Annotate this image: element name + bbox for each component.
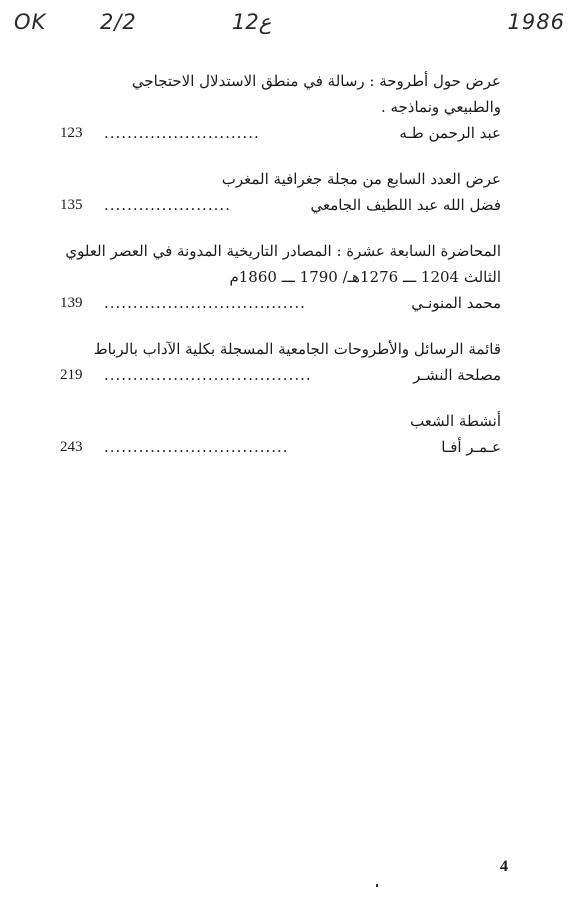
entry-author-line bbox=[60, 290, 501, 316]
entry-author-line bbox=[60, 362, 501, 388]
dot-leader: ........................... bbox=[104, 124, 260, 142]
entry-title-line: المحاضرة السابعة عشرة : المصادر التاريخية المدونة في العصر العلوي bbox=[65, 242, 501, 260]
table-of-contents bbox=[60, 68, 501, 480]
toc-entry bbox=[60, 408, 501, 460]
entry-author: عـمـر أفـا bbox=[437, 434, 501, 460]
entry-author-line bbox=[60, 192, 501, 218]
dot-leader: ...................... bbox=[104, 196, 231, 214]
toc-entry bbox=[60, 336, 501, 388]
handwritten-note-number: 2/2 bbox=[100, 10, 137, 34]
entry-author: عبد الرحمن طـه bbox=[395, 120, 501, 146]
page-number: 243 bbox=[60, 439, 83, 455]
dot-leader: ................................... bbox=[104, 294, 306, 312]
entry-title-line: الثالث 1204 ـــ 1276هـ/ 1790 ـــ 1860م bbox=[229, 268, 501, 286]
entry-author-line bbox=[60, 120, 501, 146]
dot-leader: .................................... bbox=[104, 366, 312, 384]
handwritten-note-year: 1986 bbox=[507, 10, 565, 34]
entry-title-line: أنشطة الشعب bbox=[410, 412, 501, 430]
scan-speck bbox=[376, 884, 378, 887]
page-number: 139 bbox=[60, 295, 83, 311]
entry-author: مصلحة النشـر bbox=[409, 362, 501, 388]
entry-author: محمد المنونـي bbox=[407, 290, 501, 316]
page-number: 219 bbox=[60, 367, 83, 383]
entry-title-line: والطبيعي ونماذجه . bbox=[380, 98, 501, 116]
entry-author: فضل الله عبد اللطيف الجامعي bbox=[306, 192, 501, 218]
entry-author-line bbox=[60, 434, 501, 460]
entry-title-line: قائمة الرسائل والأطروحات الجامعية المسجلة بكلية الآداب بالرباط bbox=[93, 340, 501, 358]
toc-entry bbox=[60, 238, 501, 316]
entry-title-line: عرض العدد السابع من مجلة جغرافية المغرب bbox=[221, 170, 501, 188]
handwritten-note-code: 12ع bbox=[232, 10, 272, 34]
page-number: 135 bbox=[60, 197, 83, 213]
dot-leader: ................................ bbox=[104, 438, 289, 456]
page-folio-number: 4 bbox=[500, 858, 508, 875]
entry-title-line: عرض حول أطروحة : رسالة في منطق الاستدلال الاحتجاجي bbox=[131, 72, 501, 90]
toc-entry bbox=[60, 166, 501, 218]
handwritten-note-ok: OK bbox=[14, 10, 47, 34]
toc-entry bbox=[60, 68, 501, 146]
page-number: 123 bbox=[60, 125, 83, 141]
